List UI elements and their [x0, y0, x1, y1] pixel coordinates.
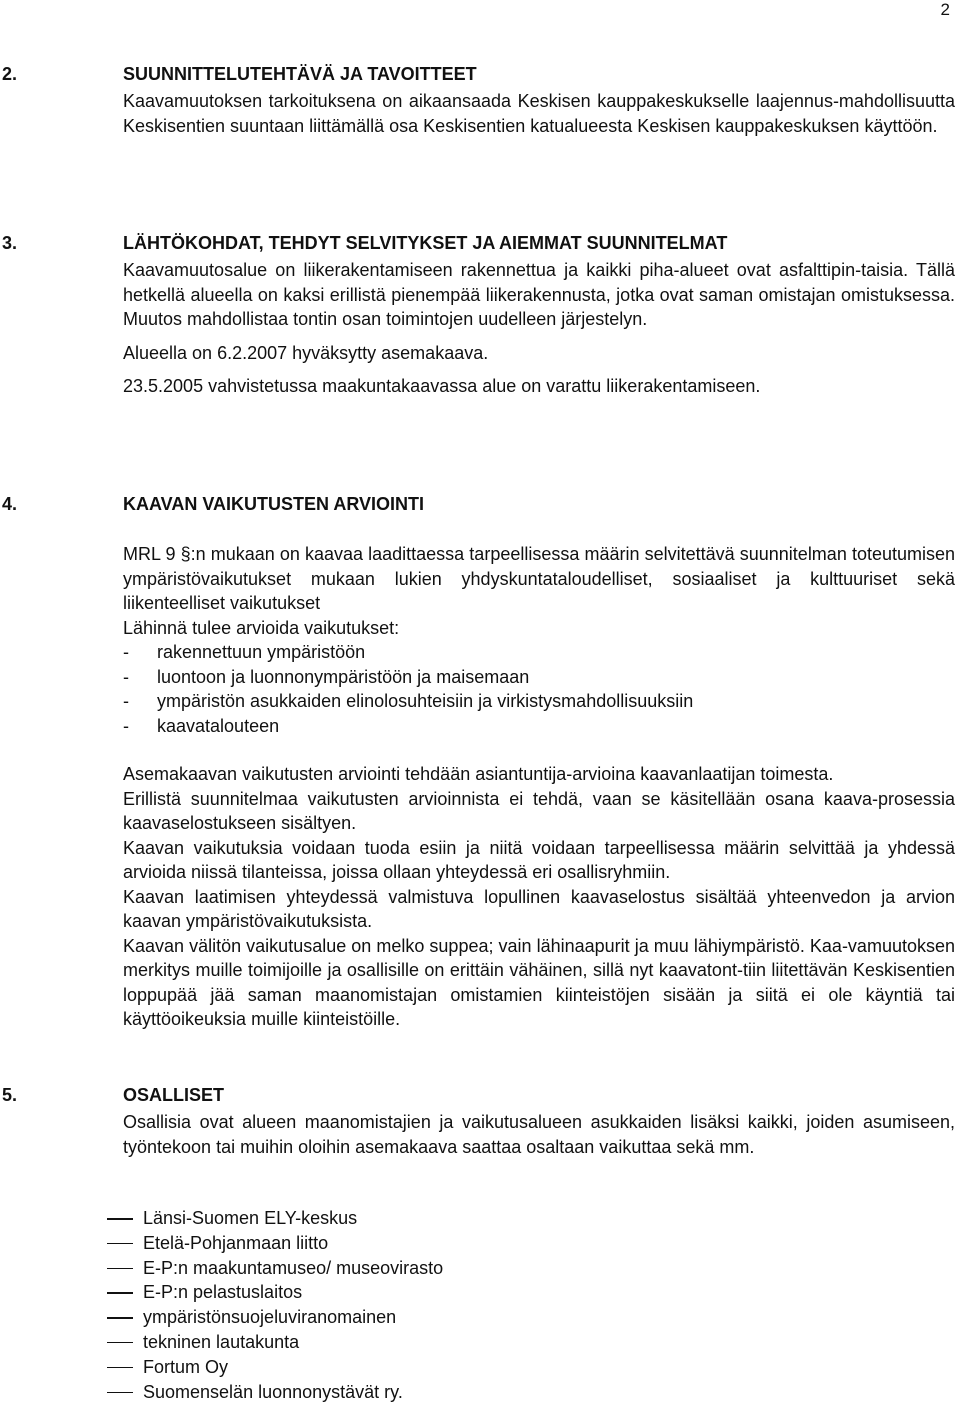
section-title: LÄHTÖKOHDAT, TEHDYT SELVITYKSET JA AIEMMAT SUUNNITELMAT — [123, 233, 728, 253]
section-text: Kaavamuutoksen tarkoituksena on aikaansaada Keskisen kauppakeskukselle laajennus-mahdollisuutta Keskisentien suuntaan liittämällä osa Keskisentien katualueesta Keskisen kauppakeskuksen käyttöön. — [123, 91, 955, 136]
list-item: Fortum Oy — [107, 1355, 443, 1380]
section-title: OSALLISET — [123, 1085, 225, 1105]
section-number: 4. — [2, 494, 18, 514]
section-title: KAAVAN VAIKUTUSTEN ARVIOINTI — [123, 494, 425, 514]
paragraph: Kaavan laatimisen yhteydessä valmistuva lopullinen kaavaselostus sisältää yhteenvedon ja arvion kaavan ympäristövaikutuksista. — [123, 886, 955, 931]
section-number: 5. — [2, 1085, 18, 1105]
section-number: 3. — [2, 233, 18, 253]
list-item: E-P:n pelastuslaitos — [107, 1280, 443, 1305]
paragraph: Asemakaavan vaikutusten arviointi tehdään asiantuntija-arvioina kaavanlaatijan toimesta. — [123, 764, 834, 784]
stakeholder-list — [107, 1206, 443, 1404]
list-item: - rakennettuun ympäristöön — [123, 642, 366, 662]
section-title: SUUNNITTELUTEHTÄVÄ JA TAVOITTEET — [123, 64, 477, 84]
paragraph: Kaavamuutosalue on liikerakentamiseen rakennettua ja kaikki piha-alueet ovat asfalttipin-taisia. Tällä hetkellä alueella on kaksi erillistä pienempää liikerakennusta, jotka ovat saman omistajan omistuksessa. Muutos mahdollistaa tontin osan toimintojen uudelleen järjestelyn. — [123, 260, 955, 329]
list-item: Länsi-Suomen ELY-keskus — [107, 1206, 443, 1231]
section-number: 2. — [2, 64, 18, 84]
paragraph: 23.5.2005 vahvistetussa maakuntakaavassa alue on varattu liikerakentamiseen. — [123, 376, 761, 396]
list-item: - luontoon ja luonnonympäristöön ja maisemaan — [123, 666, 530, 687]
list-item: E-P:n maakuntamuseo/ museovirasto — [107, 1256, 443, 1281]
list-item: - kaavatalouteen — [123, 715, 280, 736]
paragraph: MRL 9 §:n mukaan on kaavaa laadittaessa tarpeellisessa määrin selvitettävä suunnitelman toteutumisen ympäristövaikutukset mukaan lukien yhdyskuntataloudelliset, sosiaaliset ja kulttuuriset sekä liikenteelliset vaikutukset — [123, 544, 955, 613]
paragraph: Alueella on 6.2.2007 hyväksytty asemakaava. — [123, 342, 489, 363]
list-item: Suomenselän luonnonystävät ry. — [107, 1380, 443, 1405]
paragraph: Kaavan vaikutuksia voidaan tuoda esiin ja niitä voidaan tarpeellisessa määrin selvittää ja yhdessä arvioida niissä tilanteissa, joissa ollaan yhteydessä eri osallisryhmiin. — [123, 837, 955, 882]
paragraph: Erillistä suunnitelmaa vaikutusten arvioinnista ei tehdä, vaan se käsitellään osana kaava-prosessia kaavaselostukseen sisältyen. — [123, 788, 955, 833]
impact-list — [123, 640, 955, 738]
page-number: 2 — [940, 0, 950, 19]
paragraph: Kaavan välitön vaikutusalue on melko suppea; vain lähinaapurit ja muu lähiympäristö. Kaa-vamuutoksen merkitys muille toimijoille ja osallisille on erittäin vähäinen, sillä nyt kaavatont-tiin liitettävän Keskisentien loppupää jää saman maanomistajan omistamien kiinteistöjen sisään ja siitä ei ole käyntiä tai käyttöoikeuksia muille kiinteistöille. — [123, 935, 955, 1029]
paragraph: Osallisia ovat alueen maanomistajien ja vaikutusalueen asukkaiden lisäksi kaikki, joiden asumiseen, työntekoon tai muihin oloihin asemakaava saattaa osaltaan vaikuttaa sekä mm. — [123, 1112, 955, 1157]
list-item: - ympäristön asukkaiden elinolosuhteisiin ja virkistysmahdollisuuksiin — [123, 691, 694, 711]
list-item: ympäristönsuojeluviranomainen — [107, 1305, 443, 1330]
list-item: Etelä-Pohjanmaan liitto — [107, 1231, 443, 1256]
list-heading: Lähinnä tulee arvioida vaikutukset: — [123, 617, 400, 638]
list-item: tekninen lautakunta — [107, 1330, 443, 1355]
